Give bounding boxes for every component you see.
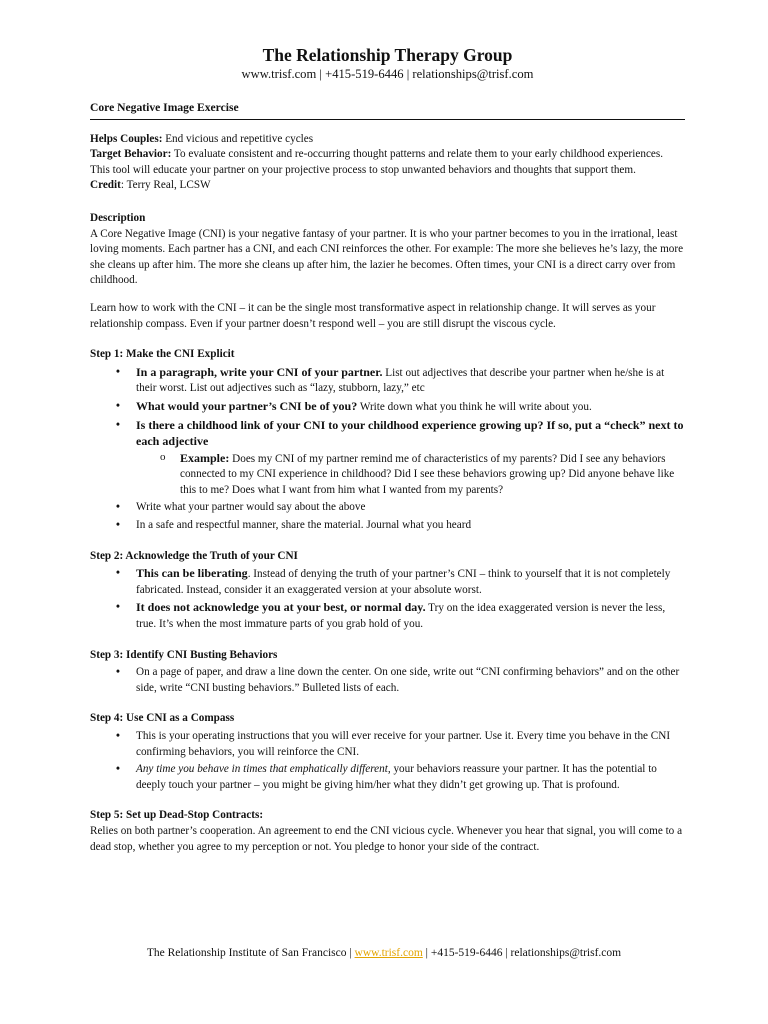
step2-list (90, 566, 685, 632)
description-paragraph-1: A Core Negative Image (CNI) is your negative fantasy of your partner. It is who your partner becomes to you in the irrational, least loving moments. Each partner has a CNI, and each CNI reinforces the other. For example: The more she believes he’s lazy, the more she cleans up after him. The more she cleans up after him, the lazier he becomes. Often times, your CNI is a direct carry over from childhood. (90, 227, 684, 287)
step4-heading: Step 4: Use CNI as a Compass (90, 712, 235, 725)
list-item: • This can be liberating. Instead of denying the truth of your partner’s CNI – think to yourself that it is not completely fabricated. Instead, consider it an exaggerated version at your absolute worst. (90, 566, 685, 598)
list-item: • Any time you behave in times that emphatically different, your behaviors reassure your partner. It has the potential to deeply touch your partner – you might be giving him/her what they didn’t get growing up. That is profound. (90, 762, 685, 793)
list-item: • What would your partner’s CNI be of you? Write down what you think he will write about you. (90, 399, 685, 416)
footer-org: The Relationship Institute of San Francisco | (146, 947, 355, 959)
list-item: • On a page of paper, and draw a line down the center. On one side, write out “CNI confirming behaviors” and on the other side, write “CNI busting behaviors.” Bulleted lists of each. (90, 665, 685, 696)
credit-line (90, 178, 685, 194)
credit-label: Credit (90, 179, 121, 192)
list-item: • It does not acknowledge you at your best, or normal day. Try on the idea exaggerated version is never the less, true. It’s when the most immature parts of you grab hold of you. (90, 600, 685, 632)
list-item: • Write what your partner would say about the above (90, 500, 685, 516)
helps-text: End vicious and repetitive cycles (165, 132, 314, 145)
step1-sublist (136, 451, 685, 499)
target-label: Target Behavior: (90, 148, 172, 161)
list-item: • In a safe and respectful manner, share the material. Journal what you heard (90, 518, 685, 534)
step5-text: Relies on both partner’s cooperation. An agreement to end the CNI vicious cycle. Whenever you hear that signal, you will come to a dead stop, whether you agree to my perception or not. You pledge to honor your side of the contract. (90, 824, 683, 853)
list-item: • Is there a childhood link of your CNI to your childhood experience growing up? If so, put a “check” next to each adjective o Example: Does my CNI of my partner remind me of characteristics of my parents? Did I see any behaviors connected to my CNI experience in childhood? Did I see these behaviors growing up? Did anyone behave like this to me? Does what I want from him what I wanted from my parents? (90, 418, 685, 499)
step3-heading: Step 3: Identify CNI Busting Behaviors (90, 648, 278, 661)
step5-heading: Step 5: Set up Dead-Stop Contracts: (90, 809, 264, 822)
exercise-title: Core Negative Image Exercise (90, 100, 685, 120)
org-contact: www.trisf.com | +415-519-6446 | relationships@trisf.com (241, 67, 534, 81)
credit-text: : Terry Real, LCSW (120, 179, 211, 192)
footer-website-link[interactable]: www.trisf.com (354, 947, 423, 959)
step2-heading: Step 2: Acknowledge the Truth of your CNI (90, 549, 298, 562)
list-item: o Example: Does my CNI of my partner remind me of characteristics of my parents? Did I see any behaviors connected to my CNI experience in childhood? Did I see these behaviors growing up? Did anyone behave like this to me? Does what I want from him what I wanted from my parents? (136, 451, 685, 499)
step4-list (90, 729, 685, 793)
page-footer (0, 947, 768, 959)
target-text: To evaluate consistent and re-occurring thought patterns and relate them to your early childhood experiences. This tool will educate your partner on your projective process to stop unwanted behaviors and thoughts that support them. (90, 148, 664, 176)
step3-list (90, 665, 685, 696)
step1-heading: Step 1: Make the CNI Explicit (90, 348, 235, 361)
helps-couples-line (90, 132, 685, 148)
description-paragraph-2: Learn how to work with the CNI – it can be the single most transformative aspect in relationship change. It will serves as your relationship compass. Even if your partner doesn’t respond well – you are still disrupt the viscous cycle. (90, 301, 656, 330)
list-item: • In a paragraph, write your CNI of your partner. List out adjectives that describe your partner when he/she is at their worst. List out adjectives such as “lazy, stubborn, lazy,” etc (90, 365, 685, 397)
step1-list (90, 365, 685, 534)
target-behavior-line (90, 147, 685, 178)
helps-label: Helps Couples: (90, 132, 163, 145)
footer-contact: | +415-519-6446 | relationships@trisf.com (422, 947, 622, 959)
org-title: The Relationship Therapy Group (262, 45, 513, 65)
exercise-meta (90, 132, 685, 194)
document-page (90, 44, 685, 855)
description-heading: Description (90, 211, 146, 224)
list-item: • This is your operating instructions that you will ever receive for your partner. Use it. Every time you behave in the CNI confirming behaviors, you will reinforce the CNI. (90, 729, 685, 760)
